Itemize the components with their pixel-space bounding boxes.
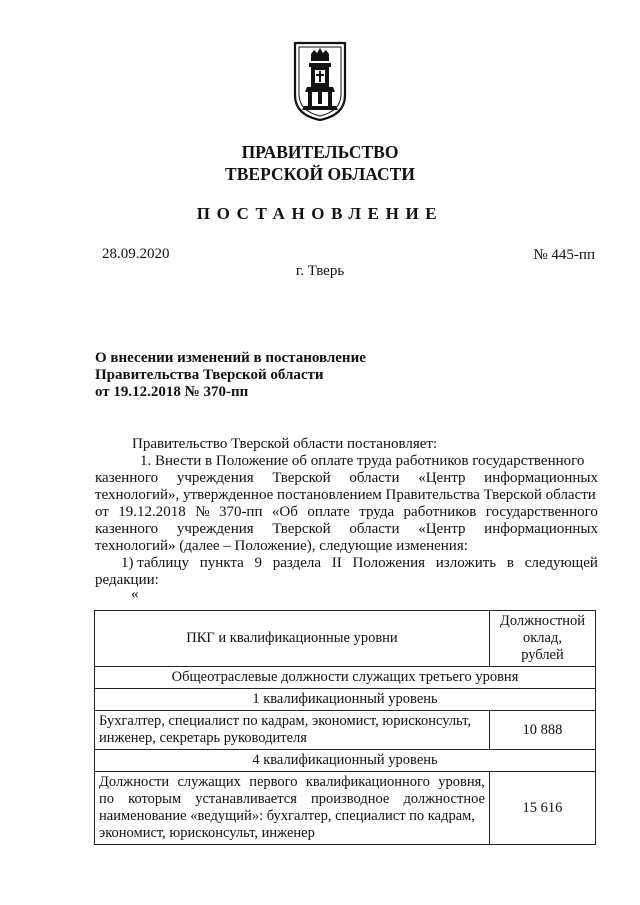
subject-line: от 19.12.2018 № 370-пп — [95, 384, 249, 400]
table-header-row — [95, 611, 596, 667]
text-line: технологий», утвержденное постановлением Правительства Тверской области — [95, 487, 596, 503]
coat-of-arms-emblem — [292, 40, 348, 122]
table-row — [95, 750, 596, 772]
salary-cell: 10 888 — [489, 711, 595, 750]
decree-city: г. Тверь — [295, 263, 345, 279]
cell-line: Бухгалтер, специалист по кадрам, экономист, юрисконсульт, — [99, 713, 471, 729]
cell-line: инженер, секретарь руководителя — [99, 730, 307, 746]
intro-line: Правительство Тверской области постановляет: — [132, 436, 438, 452]
decree-title: ПОСТАНОВЛЕНИЕ — [196, 204, 444, 223]
table-row — [95, 711, 596, 750]
paragraph-1 — [95, 453, 598, 555]
level-cell: 4 квалификационный уровень — [95, 750, 596, 772]
group-cell: Общеотраслевые должности служащих третьего уровня — [95, 667, 596, 689]
table-row — [95, 772, 596, 845]
cell-line: экономист, юрисконсульт, инженер — [99, 825, 315, 841]
table-row — [95, 689, 596, 711]
decree-number: № 445-пп — [533, 247, 595, 263]
position-desc-cell — [95, 772, 490, 845]
position-desc-cell — [95, 711, 490, 750]
text-line: технологий» (далее – Положение), следующие изменения: — [95, 538, 468, 554]
text-line: от 19.12.2018 № 370-пп «Об оплате труда работников государственного — [95, 504, 598, 520]
decree-subject — [95, 350, 366, 401]
table-group-row — [95, 667, 596, 689]
government-title-line1: ПРАВИТЕЛЬСТВО — [241, 142, 399, 162]
subject-line: Правительства Тверской области — [95, 367, 324, 383]
header-salary-cell: Должностной оклад, рублей — [489, 611, 595, 667]
cell-line: по которым устанавливается производное должностное — [99, 791, 485, 807]
decree-body — [95, 436, 598, 589]
salary-cell: 15 616 — [489, 772, 595, 845]
decree-date: 28.09.2020 — [102, 246, 170, 262]
level-cell: 1 квалификационный уровень — [95, 689, 596, 711]
header-name-cell: ПКГ и квалификационные уровни — [95, 611, 490, 667]
cell-line: наименование «ведущий»: бухгалтер, специалист по кадрам, — [99, 808, 475, 824]
quote-open-mark: « — [131, 586, 139, 602]
text-line: 1. Внести в Положение об оплате труда работников государственного — [140, 453, 585, 469]
government-title-line2: ТВЕРСКОЙ ОБЛАСТИ — [225, 164, 415, 184]
salary-table — [94, 610, 596, 845]
subject-line: О внесении изменений в постановление — [95, 350, 366, 366]
text-line: казенного учреждения Тверской области «Центр информационных — [95, 470, 598, 486]
text-line: 1) таблицу пункта 9 раздела II Положения изложить в следующей — [121, 555, 598, 571]
cell-line: Должности служащих первого квалификационного уровня, — [99, 774, 485, 790]
paragraph-2 — [95, 555, 598, 589]
text-line: редакции: — [95, 572, 159, 588]
text-line: казенного учреждения Тверской области «Центр информационных — [95, 521, 598, 537]
